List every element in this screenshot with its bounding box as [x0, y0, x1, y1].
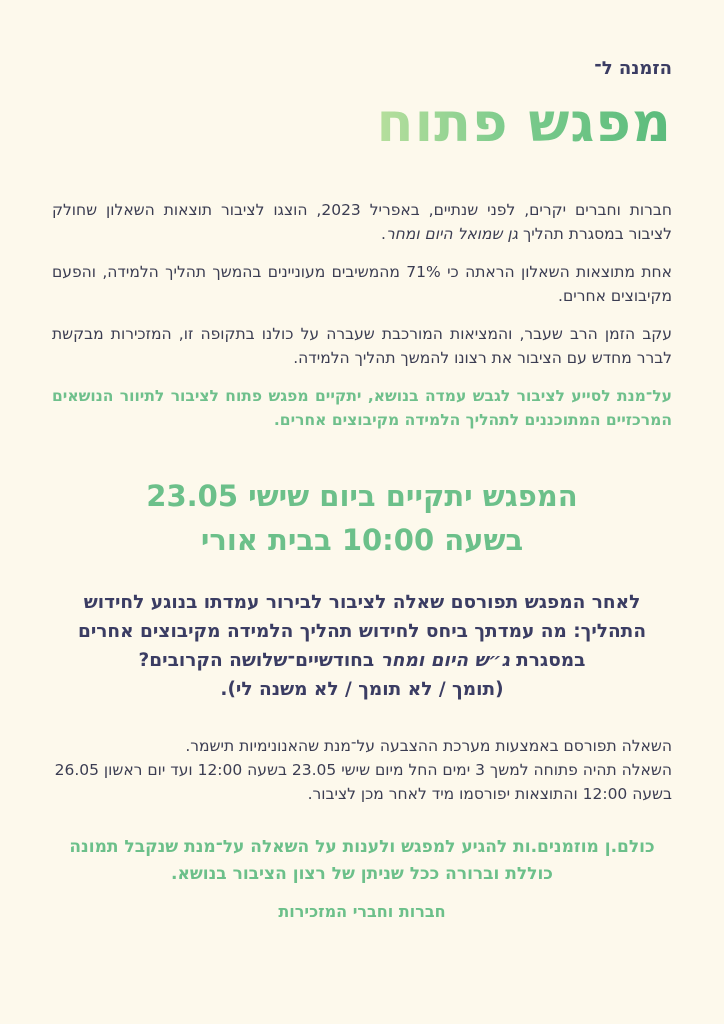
- closing-section: [52, 834, 672, 888]
- intro-text-end: .: [381, 225, 386, 243]
- voting-method: השאלה תפורסם באמצעות מערכת ההצבעה על־מנת שהאנונימיות תישמר.: [185, 737, 672, 755]
- intro-paragraph: [52, 198, 672, 246]
- question-text-a: לאחר המפגש תפורסם שאלה לציבור לבירור עמדתו בנוגע לחידוש התהליך: מה עמדתך ביחס לחידוש תהליך הלמידה מקיבוצים אחרים במסגרת: [77, 592, 647, 671]
- results-paragraph: אחת מתוצאות השאלון הראתה כי 71% מהמשיבים מעוניינים בהמשך תהליך הלמידה, והפעם מקיבוצים אחרים.: [52, 263, 672, 305]
- question-text-b: בחודשיים־שלושה הקרובים?: [138, 650, 381, 671]
- question-section: [52, 588, 672, 704]
- closing-text: כולם.ן מוזמנים.ות להגיע למפגש ולענות על השאלה על־מנת שנקבל תמונה כוללת וברורה ככל שניתן של רצון הציבור בנושא.: [69, 837, 655, 884]
- process-name: גן שמואל היום ומחר: [385, 225, 519, 243]
- voting-section: [52, 734, 672, 806]
- question-text: [52, 588, 672, 675]
- question-options: (תומך / לא תומך / לא משנה לי).: [220, 679, 504, 700]
- purpose-paragraph: על־מנת לסייע לציבור לגבש עמדה בנושא, יתקיים מפגש פתוח לציבור לתיוור הנושאים המרכזיים המתוכננים לתהליך הלמידה מקיבוצים אחרים.: [52, 387, 672, 429]
- invite-label: הזמנה ל־: [594, 58, 672, 79]
- voting-schedule: השאלה תהיה פתוחה למשך 3 ימים החל מיום שישי 23.05 בשעה 12:00 ועד יום ראשון 26.05 בשעה 12:00 והתוצאות יפורסמו מיד לאחר מכן לציבור.: [54, 761, 672, 803]
- question-process-name: ג״ש היום ומחר: [380, 650, 510, 671]
- intro-section: [52, 198, 672, 446]
- meeting-time-place: בשעה 10:00 בבית אורי: [200, 523, 524, 557]
- context-paragraph: עקב הזמן הרב שעבר, והמציאות המורכבת שעברה על כולנו בתקופה זו, המזכירות מבקשת לברר מחדש עם הציבור את רצונו להמשך תהליך הלמידה.: [52, 325, 672, 367]
- signature: חברות וחברי המזכירות: [278, 902, 446, 921]
- meeting-details: [0, 474, 724, 562]
- meeting-date: המפגש יתקיים ביום שישי 23.05: [146, 479, 578, 513]
- page-title: מפגש פתוח: [376, 88, 672, 158]
- intro-text: חברות וחברים יקרים, לפני שנתיים, באפריל 2023, הוצגו לציבור תוצאות השאלון שחולק לציבור במסגרת תהליך: [52, 201, 672, 243]
